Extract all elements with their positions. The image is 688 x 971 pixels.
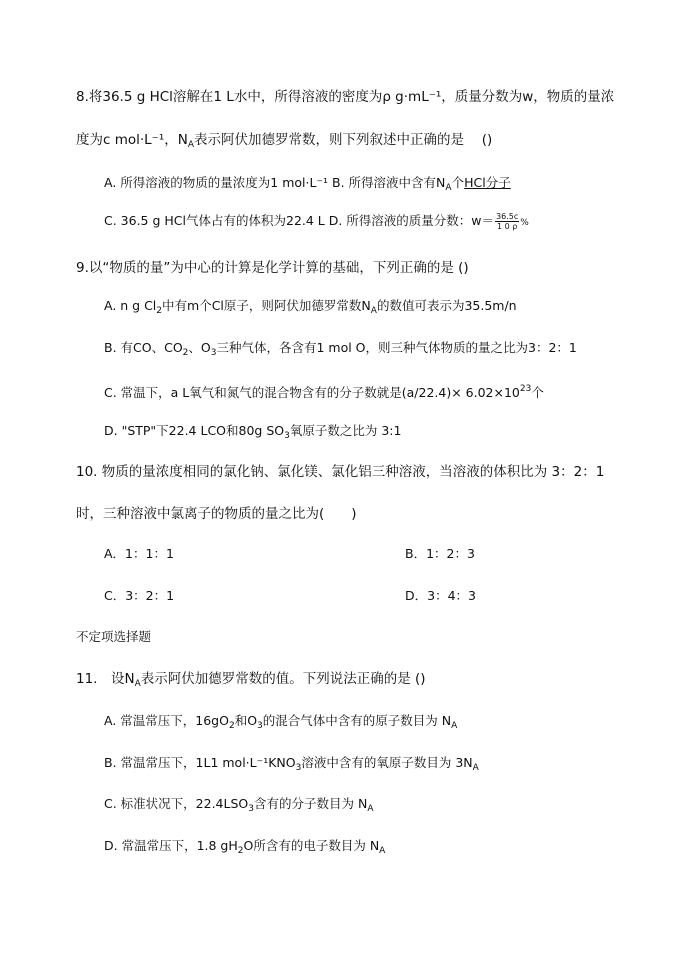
q9-optA-part3: 的数值可表示为35.5m/n — [376, 298, 517, 313]
q8-fraction-numerator: 36.5c — [496, 212, 519, 221]
q8-optA-text: A. 所得溶液的物质的量浓度为1 mol·L⁻¹ B. 所得溶液中含有N — [104, 175, 446, 190]
q10-line-2: 时，三种溶液中氯离子的物质的量之比为( ) — [76, 506, 357, 522]
q9-optB-sub1: 2 — [182, 348, 189, 358]
q8-optC-text: C. 36.5 g HCl气体占有的体积为22.4 L D. 所得溶液的质量分数：w＝ — [104, 213, 495, 228]
q11-stem-part2: 表示阿伏加德罗常数的值。下列说法正确的是 () — [140, 671, 426, 687]
q11-option-b — [104, 754, 479, 777]
q9-optD-part2: 氧原子数之比为 3:1 — [289, 423, 402, 438]
q8-line2-text: 度为c mol·L⁻¹，N — [76, 132, 188, 148]
q9-optB-part3: 三种气体，各含有1 mol O，则三种气体物质的量之比为3：2：1 — [216, 340, 577, 355]
q11-optB-part2: 溶液中含有的氧原子数目为 3N — [301, 755, 473, 770]
q11-optC-sub2: A — [367, 804, 374, 814]
q9-option-b — [104, 339, 577, 362]
q10-option-d: D．3：4：3 — [405, 588, 476, 603]
q9-optA-sub1: 2 — [156, 306, 163, 316]
q8-line2-subscript: A — [187, 140, 194, 150]
q11-optC-sub1: 3 — [248, 804, 254, 814]
q9-optB-sub2: 3 — [210, 348, 217, 358]
q11-optC-part1: C. 标准状况下，22.4LSO — [104, 796, 249, 811]
q11-option-c — [104, 795, 373, 818]
q9-option-a — [104, 297, 517, 320]
q11-optD-part2: O所含有的电子数目为 N — [243, 838, 380, 853]
q11-stem — [76, 670, 426, 693]
q8-option-c-d — [104, 212, 529, 232]
q9-optC-part2: 个 — [531, 385, 544, 400]
q8-option-a-b — [104, 174, 511, 197]
q9-option-c — [104, 380, 544, 402]
q8-optA-subscript: A — [445, 183, 452, 193]
q11-optC-part2: 含有的分子数目为 N — [253, 796, 368, 811]
q11-optA-part3: 的混合气体中含有的原子数目为 N — [262, 713, 452, 728]
q10-line-1: 10. 物质的量浓度相同的氯化钠、氯化镁、氯化铝三种溶液，当溶液的体积比为 3：2：1 — [76, 464, 605, 480]
q9-optB-part1: B. 有CO、CO — [104, 340, 183, 355]
q9-optC-superscript: 23 — [519, 384, 532, 394]
q8-line-2 — [76, 131, 492, 154]
q11-stem-part1: 11. 设N — [76, 671, 135, 687]
q11-optD-sub2: A — [379, 846, 386, 856]
q11-optB-sub1: 3 — [295, 763, 302, 773]
q11-optA-sub2: 3 — [257, 721, 263, 731]
q10-option-c: C．3：2：1 — [104, 588, 175, 603]
q9-optD-part1: D. "STP"下22.4 LCO和80g SO — [104, 423, 285, 438]
q9-optA-sub2: A — [370, 306, 377, 316]
q9-optA-part1: A. n g Cl — [104, 298, 157, 313]
section-title: 不定项选择题 — [76, 629, 152, 644]
q8-line2-rest: 表示阿伏加德罗常数，则下列叙述中正确的是 () — [194, 132, 493, 148]
q8-fraction — [495, 212, 519, 231]
q11-optD-sub1: 2 — [237, 846, 244, 856]
q11-optA-sub3: A — [451, 721, 458, 731]
q10-option-a: A．1：1：1 — [104, 546, 174, 561]
q9-optA-part2: 中有m个Cl原子，则阿伏加德罗常数N — [162, 298, 371, 313]
q11-option-a — [104, 712, 457, 735]
q11-optD-part1: D. 常温常压下，1.8 gH — [104, 838, 238, 853]
q11-optA-sub1: 2 — [228, 721, 235, 731]
q9-optC-part1: C. 常温下，a L氧气和氮气的混合物含有的分子数就是(a/22.4)× 6.02×10 — [104, 385, 520, 400]
q9-option-d — [104, 422, 401, 445]
q11-optA-part1: A. 常温常压下，16gO — [104, 713, 229, 728]
q11-option-d — [104, 837, 385, 860]
q10-option-b: B．1：2：3 — [405, 546, 475, 561]
q8-percent: % — [520, 218, 529, 228]
q8-line-1: 8.将36.5 g HCl溶解在1 L水中，所得溶液的密度为ρ g·mL⁻¹，质量分数为w，物质的量浓 — [76, 89, 615, 105]
q11-optA-part2: 和O — [234, 713, 258, 728]
q9-optB-part2: 、O — [188, 340, 211, 355]
q11-optB-part1: B. 常温常压下，1L1 mol·L⁻¹KNO — [104, 755, 296, 770]
q11-stem-subscript: A — [134, 679, 141, 689]
q8-optB-underlined: HCl分子 — [464, 175, 511, 190]
q9-stem: 9.以“物质的量”为中心的计算是化学计算的基础，下列正确的是 () — [76, 260, 469, 276]
q11-optB-sub2: A — [472, 763, 479, 773]
q8-fraction-denominator: 1 0 ρ — [496, 222, 518, 231]
q8-optA-rest: 个 — [451, 175, 465, 190]
q9-optD-subscript: 3 — [284, 431, 290, 441]
